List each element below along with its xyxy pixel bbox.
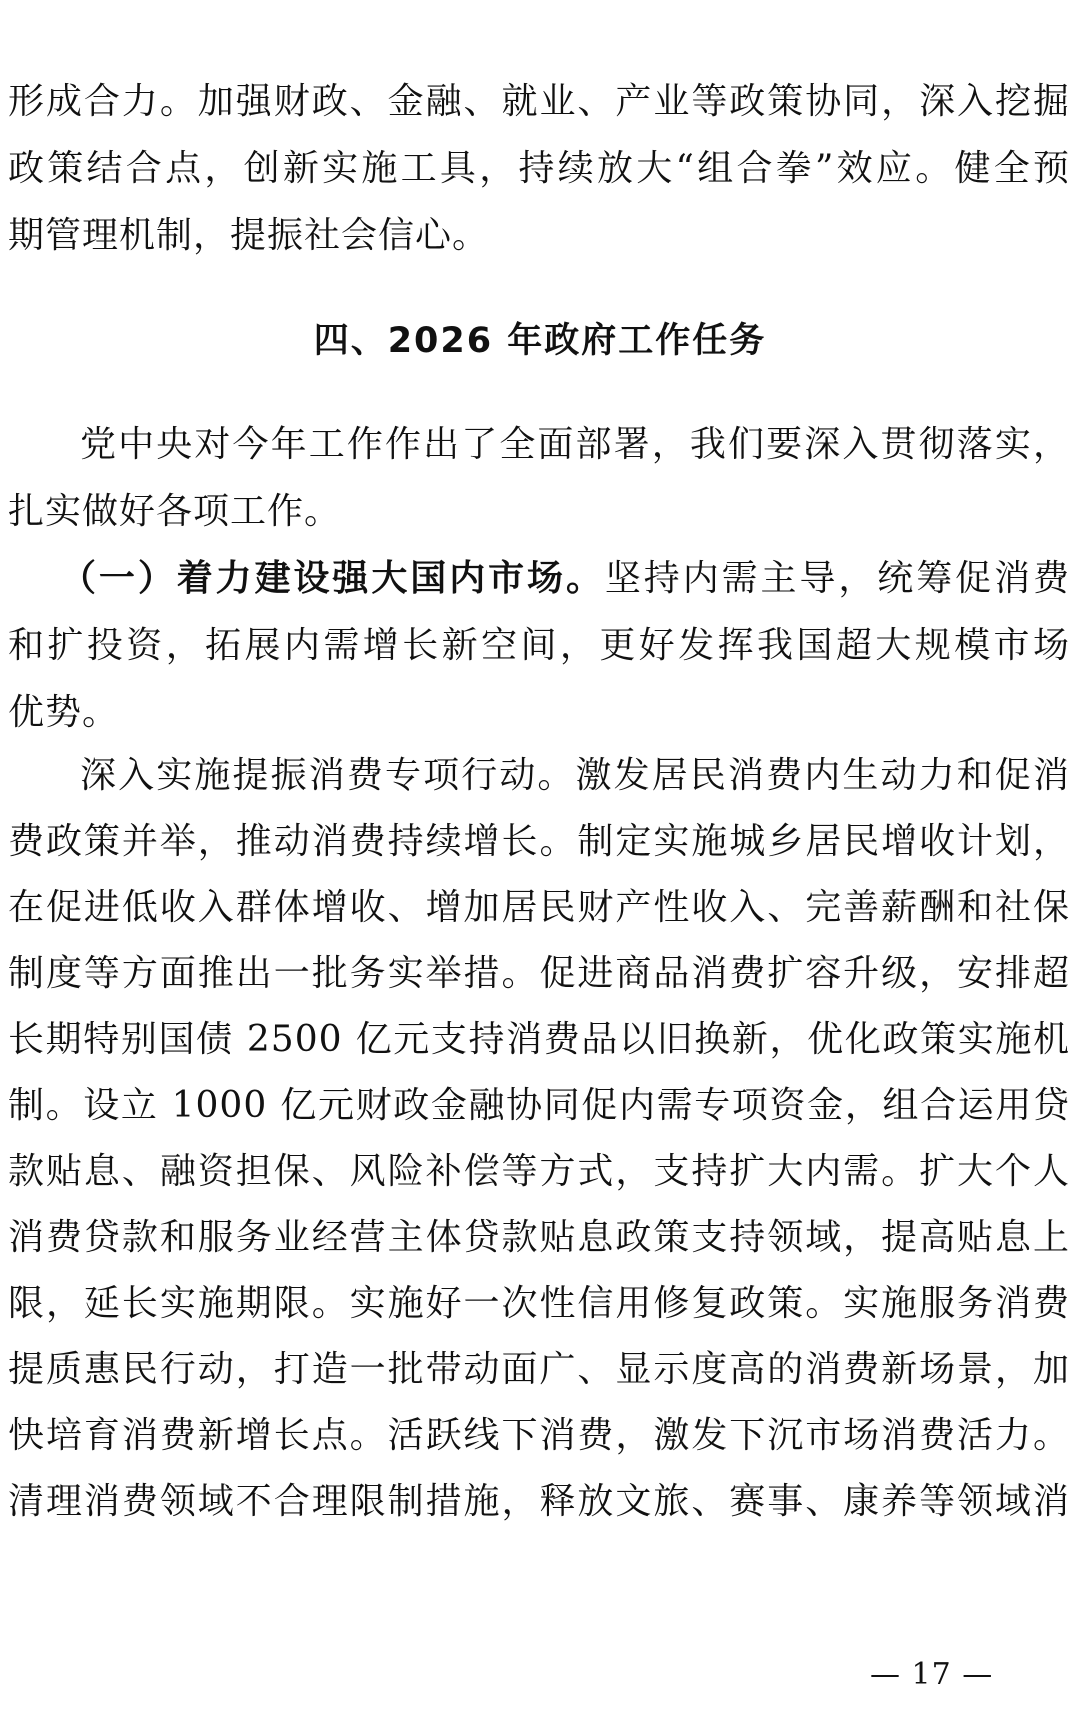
body-text-fragment: 坚持内需主导，统筹促消费 — [604, 558, 1070, 599]
body-text-line: 党中央对今年工作作出了全面部署，我们要深入贯彻落实， — [80, 424, 1070, 465]
body-text-line: 快培育消费新增长点。活跃线下消费，激发下沉市场消费活力。 — [8, 1415, 1070, 1456]
body-text-line: 形成合力。加强财政、金融、就业、产业等政策协同，深入挖掘 — [8, 81, 1070, 122]
section-heading: 四、2026 年政府工作任务 — [313, 321, 767, 361]
body-text-line: 深入实施提振消费专项行动。激发居民消费内生动力和促消 — [80, 755, 1070, 796]
body-text-line: 政策结合点，创新实施工具，持续放大“组合拳”效应。健全预 — [8, 148, 1070, 189]
subsection-title: （一）着力建设强大国内市场。 — [60, 558, 605, 599]
body-text-line: 消费贷款和服务业经营主体贷款贴息政策支持领域，提高贴息上 — [8, 1217, 1070, 1258]
page-number: — 17 — — [870, 1657, 994, 1692]
body-text-line: 长期特别国债 2500 亿元支持消费品以旧换新，优化政策实施机 — [8, 1019, 1070, 1060]
body-text-line: 提质惠民行动，打造一批带动面广、显示度高的消费新场景，加 — [8, 1349, 1070, 1390]
body-text-line — [60, 556, 1070, 602]
body-text-line: 期管理机制，提振社会信心。 — [8, 215, 490, 256]
body-text-line: 制度等方面推出一批务实举措。促进商品消费扩容升级，安排超 — [8, 953, 1070, 994]
body-text-line: 制。设立 1000 亿元财政金融协同促内需专项资金，组合运用贷 — [8, 1085, 1070, 1126]
body-text-line: 款贴息、融资担保、风险补偿等方式，支持扩大内需。扩大个人 — [8, 1151, 1070, 1192]
body-text-line: 优势。 — [8, 692, 120, 733]
body-text-line: 限，延长实施期限。实施好一次性信用修复政策。实施服务消费 — [8, 1283, 1070, 1324]
body-text-line: 和扩投资，拓展内需增长新空间，更好发挥我国超大规模市场 — [8, 625, 1070, 666]
body-text-line: 费政策并举，推动消费持续增长。制定实施城乡居民增收计划， — [8, 821, 1070, 862]
body-text-line: 在促进低收入群体增收、增加居民财产性收入、完善薪酬和社保 — [8, 887, 1070, 928]
body-text-line: 扎实做好各项工作。 — [8, 491, 342, 532]
body-text-line: 清理消费领域不合理限制措施，释放文旅、赛事、康养等领域消 — [8, 1481, 1070, 1522]
